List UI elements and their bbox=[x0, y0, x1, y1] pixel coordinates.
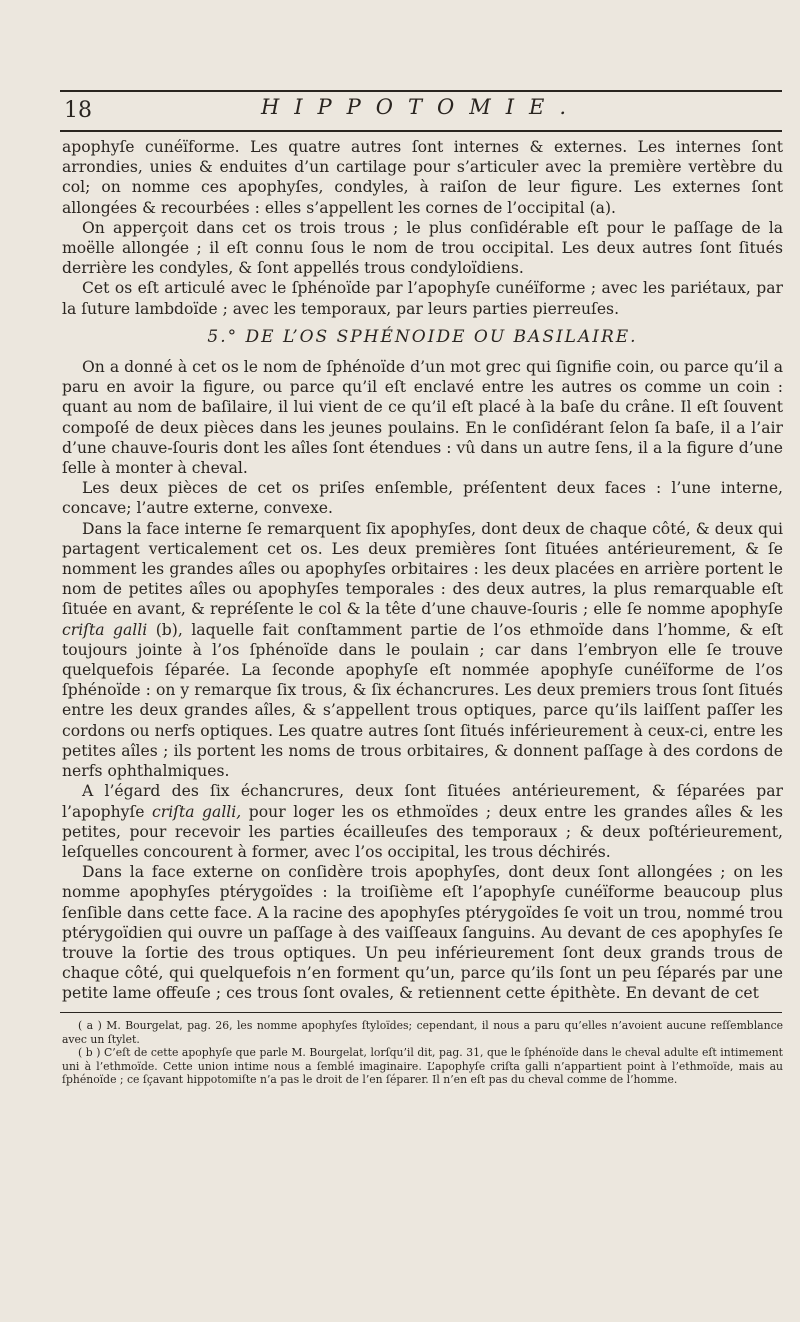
paragraph-text: apophyſe cunéïforme. Les quatre autres ſont internes & externes. Les internes ſont arrondies, unies & enduites d’un cartilage pour s’articuler avec la première vertèbre du col; on nomme ces apophyſes, condyles, à raiſon de leur figure. Les externes ſont allongées & recourbées : elles s’appellent les cornes de l’occipital bbox=[62, 138, 783, 217]
paragraph-text: A l’égard des ſix échancrures, deux ſont ſituées antérieurement, & ſéparées par l’apophyſe bbox=[62, 782, 783, 821]
page-number: 18 bbox=[64, 98, 92, 123]
paragraph-text: pour loger les os ethmoïdes ; deux entre les grandes aîles & les petites, pour recevoir les parties écailleuſes des temporaux ; & deux poſtérieurement, leſquelles concourent à former, avec l’os occipital, les trous déchirés. bbox=[62, 802, 783, 861]
header-top-rule bbox=[60, 90, 782, 92]
paragraph: On a donné à cet os le nom de ſphénoïde d’un mot grec qui ſignifie coin, ou parce qu’il a paru en avoir la figure, ou parce qu’il eſt enclavé entre les autres os comme un coin : quant au nom de baſilaire, il lui vient de ce qu’il eſt placé à la baſe du crâne. Il eſt ſouvent compoſé de deux pièces dans les jeunes poulains. En le conſidérant ſelon ſa baſe, il a l’air d’une chauve-ſouris dont les aîles ſont étendues : vû dans un autre ſens, il a la figure d’une ſelle à monter à cheval. bbox=[62, 358, 783, 478]
page-header bbox=[60, 90, 782, 132]
main-text bbox=[62, 137, 783, 1004]
italic-term: criſta galli, bbox=[152, 802, 242, 821]
footnote-rule bbox=[60, 1012, 782, 1013]
paragraph: Cet os eſt articulé avec le ſphénoïde par l’apophyſe cunéïforme ; avec les pariétaux, par la ſuture lambdoïde ; avec les temporaux, par leurs parties pierreuſes. bbox=[62, 279, 783, 318]
header-bottom-rule bbox=[60, 130, 782, 132]
paragraph bbox=[62, 781, 783, 862]
paragraph bbox=[62, 519, 783, 782]
paragraph: On apperçoit dans cet os trois trous ; le plus conſidérable eſt pour le paſſage de la moëlle allongée ; il eſt connu ſous le nom de trou occipital. Les deux autres ſont ſitués derrière les condyles, & ſont appellés trous condyloïdiens. bbox=[62, 218, 783, 278]
running-head: HIPPOTOMIE. bbox=[260, 95, 582, 119]
footnote-ref-b: (b), bbox=[155, 620, 183, 639]
footnote-text: M. Bourgelat, pag. 26, les nomme apophyſes ſtyloïdes; cependant, il nous a paru qu’elles n’avoient aucune reſſemblance avec un ſtylet. bbox=[62, 1019, 783, 1046]
footnote-mark: ( b ) bbox=[78, 1046, 101, 1060]
footnote-ref-a: (a). bbox=[589, 198, 617, 217]
footnotes bbox=[62, 1019, 783, 1087]
footnote-mark: ( a ) bbox=[78, 1019, 102, 1032]
paragraph bbox=[62, 137, 783, 218]
paragraph-text: laquelle fait conſtamment partie de l’os ethmoïde dans l’homme, & eſt toujours jointe à l’os ſphénoïde dans le poulain ; car dans l’embryon elle ſe trouve quelquefois ſéparée. La ſeconde apophyſe eſt nommée apophyſe cunéïforme de l’os ſphénoïde : on y remarque ſix trous, & ſix échancrures. Les deux premiers trous ſont ſitués entre les deux grandes aîles, & s’appellent trous optiques, parce qu’ils laiſſent paſſer les cordons ou nerfs optiques. Les quatre autres ſont ſitués inférieurement à ceux-ci, entre les petites aîles ; ils portent les noms de trous orbitaires, & donnent paſſage à des cordons de nerfs ophthalmiques. bbox=[62, 620, 783, 781]
italic-term: criſta galli bbox=[62, 620, 148, 639]
footnote-a bbox=[62, 1019, 783, 1046]
paragraph: Les deux pièces de cet os priſes enſemble, préſentent deux faces : l’une interne, concave; l’autre externe, convexe. bbox=[62, 479, 783, 518]
paragraph-text: Dans la face interne ſe remarquent ſix apophyſes, dont deux de chaque côté, & deux qui partagent verticalement cet os. Les deux premières ſont ſituées antérieurement, & ſe nomment les grandes aîles ou apophyſes orbitaires : les deux placées en arrière portent le nom de petites aîles ou apophyſes temporales : des deux autres, la plus remarquable eſt ſituée en avant, & repréſente le col & la tête d’une chauve-ſouris ; elle ſe nomme apophyſe bbox=[62, 519, 783, 619]
paragraph: Dans la face externe on conſidère trois apophyſes, dont deux ſont allongées ; on les nomme apophyſes ptérygoïdes : la troiſième eſt l’apophyſe cunéïforme beaucoup plus ſenſible dans cette face. A la racine des apophyſes ptérygoïdes ſe voit un trou, nommé trou ptérygoïdien qui ouvre un paſſage à des vaiſſeaux ſanguins. Au devant de ces apophyſes ſe trouve la ſortie des trous optiques. Un peu inférieurement ſont deux grands trous de chaque côté, qui quelquefois n’en forment qu’un, parce qu’ils ſont un peu ſéparés par une petite lame offeuſe ; ces trous ſont ovales, & retiennent cette épithète. En devant de cet bbox=[62, 863, 783, 1003]
footnote-text: C’eſt de cette apophyſe que parle M. Bourgelat, lorſqu’il dit, pag. 31, que le ſphénoïde dans le cheval adulte eſt intimement uni à l’ethmoïde. Cette union intime nous a ſemblé imaginaire. L’apophyſe criſta galli n’appartient point à l’ethmoïde, mais au ſphénoïde ; ce ſçavant hippotomiſte n’a pas le droit de l’en ſéparer. Il n’en eſt pas du cheval comme de l’homme. bbox=[62, 1046, 784, 1087]
section-title: 5.° DE L’OS SPHÉNOIDE OU BASILAIRE. bbox=[207, 326, 638, 347]
footnote-b bbox=[62, 1046, 783, 1087]
